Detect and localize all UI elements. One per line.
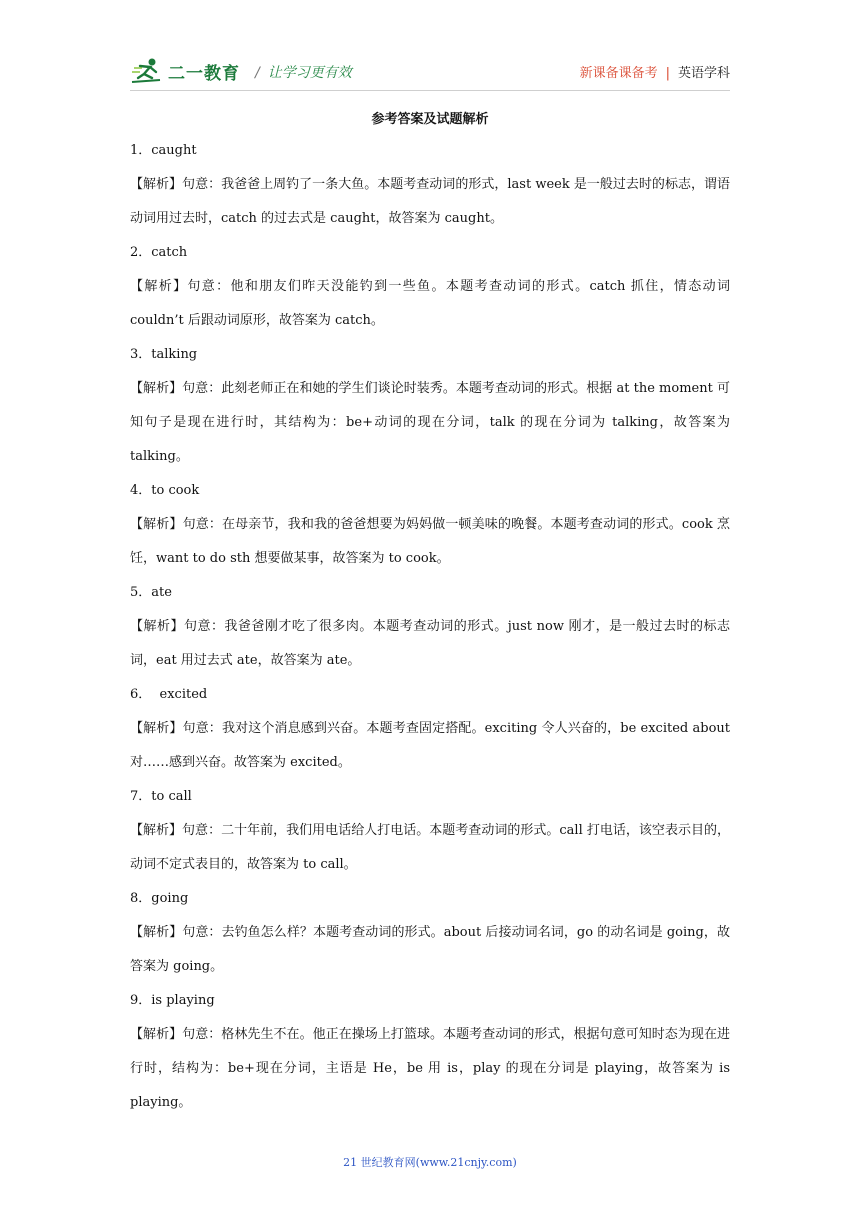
explanation: 【解析】句意：他和朋友们昨天没能钓到一些鱼。本题考查动词的形式。catch 抓住，情态动词 couldn’t 后跟动词原形，故答案为 catch。	[130, 279, 730, 328]
explanation: 【解析】句意：在母亲节，我和我的爸爸想要为妈妈做一顿美味的晚餐。本题考查动词的形式。cook 烹饪，want to do sth 想要做某事，故答案为 to cook。	[130, 517, 730, 566]
explanation: 【解析】句意：我爸爸刚才吃了很多肉。本题考查动词的形式。just now 刚才，是一般过去时的标志词，eat 用过去式 ate，故答案为 ate。	[130, 619, 730, 668]
answer-item	[130, 474, 730, 576]
answer: 3．talking	[130, 347, 198, 362]
answer-item	[130, 236, 730, 338]
explanation: 【解析】句意：我爸爸上周钓了一条大鱼。本题考查动词的形式，last week 是一般过去时的标志，谓语动词用过去时，catch 的过去式是 caught，故答案为 caught。	[130, 177, 730, 226]
answer-item	[130, 338, 730, 474]
explanation: 【解析】句意：我对这个消息感到兴奋。本题考查固定搭配。exciting 令人兴奋的，be excited about 对……感到兴奋。故答案为 excited。	[130, 721, 730, 770]
page-header	[130, 54, 730, 90]
logo	[130, 56, 240, 86]
explanation: 【解析】句意：二十年前，我们用电话给人打电话。本题考查动词的形式。call 打电话，该空表示目的，动词不定式表目的，故答案为 to call。	[130, 823, 730, 872]
answer-item	[130, 882, 730, 984]
header-subject: 英语学科	[677, 66, 730, 81]
answer-item	[130, 134, 730, 236]
answer: 1．caught	[130, 143, 197, 158]
header-right	[580, 62, 730, 81]
answer: 5．ate	[130, 585, 172, 600]
slogan-text: 让学习更有效	[267, 65, 352, 81]
answer: 7．to call	[130, 789, 192, 804]
answer-item	[130, 780, 730, 882]
answer-item	[130, 984, 730, 1120]
footer-link[interactable]: 21 世纪教育网(www.21cnjy.com)	[343, 1156, 517, 1169]
answer-list	[130, 134, 730, 1120]
answer: 8．going	[130, 891, 189, 906]
answer: 6． excited	[130, 687, 208, 702]
header-divider	[130, 90, 730, 91]
header-separator: |	[665, 66, 670, 81]
runner-logo-icon	[130, 56, 164, 86]
answer: 2．catch	[130, 245, 188, 260]
answer-item	[130, 678, 730, 780]
answer: 4．to cook	[130, 483, 200, 498]
answer: 9．is playing	[130, 993, 215, 1008]
page-title: 参考答案及试题解析	[371, 112, 489, 127]
explanation: 【解析】句意：格林先生不在。他正在操场上打篮球。本题考查动词的形式，根据句意可知时态为现在进行时，结构为：be+现在分词，主语是 He，be 用 is，play 的现在分词是 playing，故答案为 is playing。	[130, 1027, 730, 1110]
answer-item	[130, 576, 730, 678]
explanation: 【解析】句意：去钓鱼怎么样？本题考查动词的形式。about 后接动词名词，go 的动名词是 going，故答案为 going。	[130, 925, 730, 974]
explanation: 【解析】句意：此刻老师正在和她的学生们谈论时装秀。本题考查动词的形式。根据 at the moment 可知句子是现在进行时，其结构为：be+动词的现在分词，talk 的现在分词为 talking，故答案为 talking。	[130, 381, 730, 464]
header-tagline: 新课备课备考	[579, 66, 658, 81]
slogan	[255, 62, 352, 82]
brand-name: 二一教育	[168, 63, 240, 84]
slogan-slash: /	[255, 65, 260, 81]
